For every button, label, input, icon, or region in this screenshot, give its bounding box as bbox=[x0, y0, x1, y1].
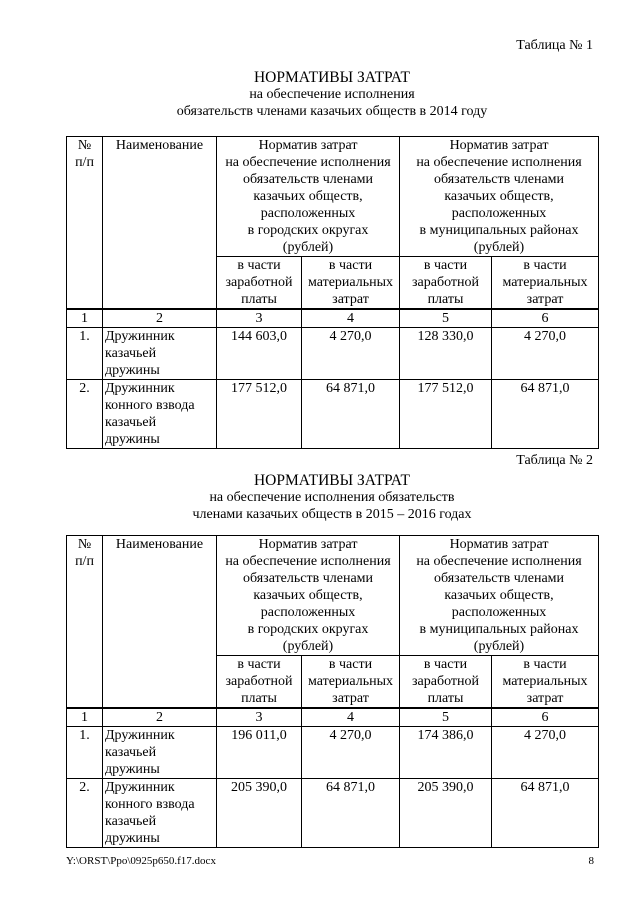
index-cell: 3 bbox=[217, 708, 302, 727]
row-value: 177 512,0 bbox=[217, 380, 302, 449]
row-value: 144 603,0 bbox=[217, 328, 302, 380]
header-num: № п/п bbox=[67, 137, 103, 310]
row-value: 64 871,0 bbox=[492, 380, 599, 449]
header-group-urban: Норматив затрат на обеспечение исполнения обязательств членами казачьих обществ, расположенных в городских округах (рублей) bbox=[217, 137, 400, 257]
table-row bbox=[67, 328, 599, 380]
row-value: 205 390,0 bbox=[217, 779, 302, 848]
row-value: 205 390,0 bbox=[400, 779, 492, 848]
table-2-title: НОРМАТИВЫ ЗАТРАТ bbox=[253, 472, 410, 489]
index-cell: 4 bbox=[302, 309, 400, 328]
header-sub-salary: в части заработной платы bbox=[400, 257, 492, 310]
header-group-municipal: Норматив затрат на обеспечение исполнения обязательств членами казачьих обществ, расположенных в муниципальных районах (рублей) bbox=[400, 536, 599, 656]
table-row bbox=[67, 380, 599, 449]
table-row bbox=[67, 727, 599, 779]
table-2-subtitle-line-2: членами казачьих обществ в 2015 – 2016 годах bbox=[192, 507, 472, 522]
header-group-municipal: Норматив затрат на обеспечение исполнения обязательств членами казачьих обществ, расположенных в муниципальных районах (рублей) bbox=[400, 137, 599, 257]
header-group-urban: Норматив затрат на обеспечение исполнения обязательств членами казачьих обществ, расположенных в городских округах (рублей) bbox=[217, 536, 400, 656]
row-value: 196 011,0 bbox=[217, 727, 302, 779]
table-1-subtitle-line-2: обязательств членами казачьих обществ в 2014 году bbox=[176, 104, 488, 119]
index-cell: 6 bbox=[492, 708, 599, 727]
row-num: 2. bbox=[67, 779, 103, 848]
row-num: 2. bbox=[67, 380, 103, 449]
header-sub-material: в части материальных затрат bbox=[302, 656, 400, 709]
table-1-label: Таблица № 1 bbox=[516, 38, 593, 53]
index-cell: 5 bbox=[400, 708, 492, 727]
table-1-title-block bbox=[66, 69, 598, 120]
row-value: 4 270,0 bbox=[492, 328, 599, 380]
row-name: Дружинник казачьей дружины bbox=[103, 727, 217, 779]
header-name: Наименование bbox=[103, 137, 217, 310]
header-name: Наименование bbox=[103, 536, 217, 709]
index-cell: 1 bbox=[67, 309, 103, 328]
header-sub-material: в части материальных затрат bbox=[492, 257, 599, 310]
header-sub-material: в части материальных затрат bbox=[302, 257, 400, 310]
index-cell: 4 bbox=[302, 708, 400, 727]
row-value: 128 330,0 bbox=[400, 328, 492, 380]
row-num: 1. bbox=[67, 328, 103, 380]
table-2-title-block bbox=[66, 472, 598, 523]
row-name: Дружинник конного взвода казачьей дружины bbox=[103, 380, 217, 449]
row-value: 64 871,0 bbox=[302, 380, 400, 449]
row-value: 4 270,0 bbox=[302, 727, 400, 779]
index-cell: 6 bbox=[492, 309, 599, 328]
row-value: 64 871,0 bbox=[492, 779, 599, 848]
header-sub-salary: в части заработной платы bbox=[400, 656, 492, 709]
header-num: № п/п bbox=[67, 536, 103, 709]
row-value: 4 270,0 bbox=[492, 727, 599, 779]
row-value: 174 386,0 bbox=[400, 727, 492, 779]
index-cell: 3 bbox=[217, 309, 302, 328]
table-2-label: Таблица № 2 bbox=[516, 453, 593, 468]
header-sub-salary: в части заработной платы bbox=[217, 656, 302, 709]
row-value: 4 270,0 bbox=[302, 328, 400, 380]
header-sub-material: в части материальных затрат bbox=[492, 656, 599, 709]
index-cell: 2 bbox=[103, 309, 217, 328]
table-1-title: НОРМАТИВЫ ЗАТРАТ bbox=[253, 69, 410, 86]
row-value: 177 512,0 bbox=[400, 380, 492, 449]
table-2 bbox=[66, 535, 599, 848]
row-value: 64 871,0 bbox=[302, 779, 400, 848]
index-cell: 1 bbox=[67, 708, 103, 727]
footer-file-path: Y:\ORST\Ppo\0925p650.f17.docx bbox=[66, 855, 216, 867]
footer-page-number: 8 bbox=[588, 855, 594, 867]
table-2-subtitle-line-1: на обеспечение исполнения обязательств bbox=[209, 490, 455, 505]
row-name: Дружинник конного взвода казачьей дружины bbox=[103, 779, 217, 848]
table-1 bbox=[66, 136, 599, 449]
row-name: Дружинник казачьей дружины bbox=[103, 328, 217, 380]
index-cell: 2 bbox=[103, 708, 217, 727]
header-sub-salary: в части заработной платы bbox=[217, 257, 302, 310]
row-num: 1. bbox=[67, 727, 103, 779]
table-row bbox=[67, 779, 599, 848]
table-1-subtitle-line-1: на обеспечение исполнения bbox=[249, 87, 415, 102]
index-cell: 5 bbox=[400, 309, 492, 328]
